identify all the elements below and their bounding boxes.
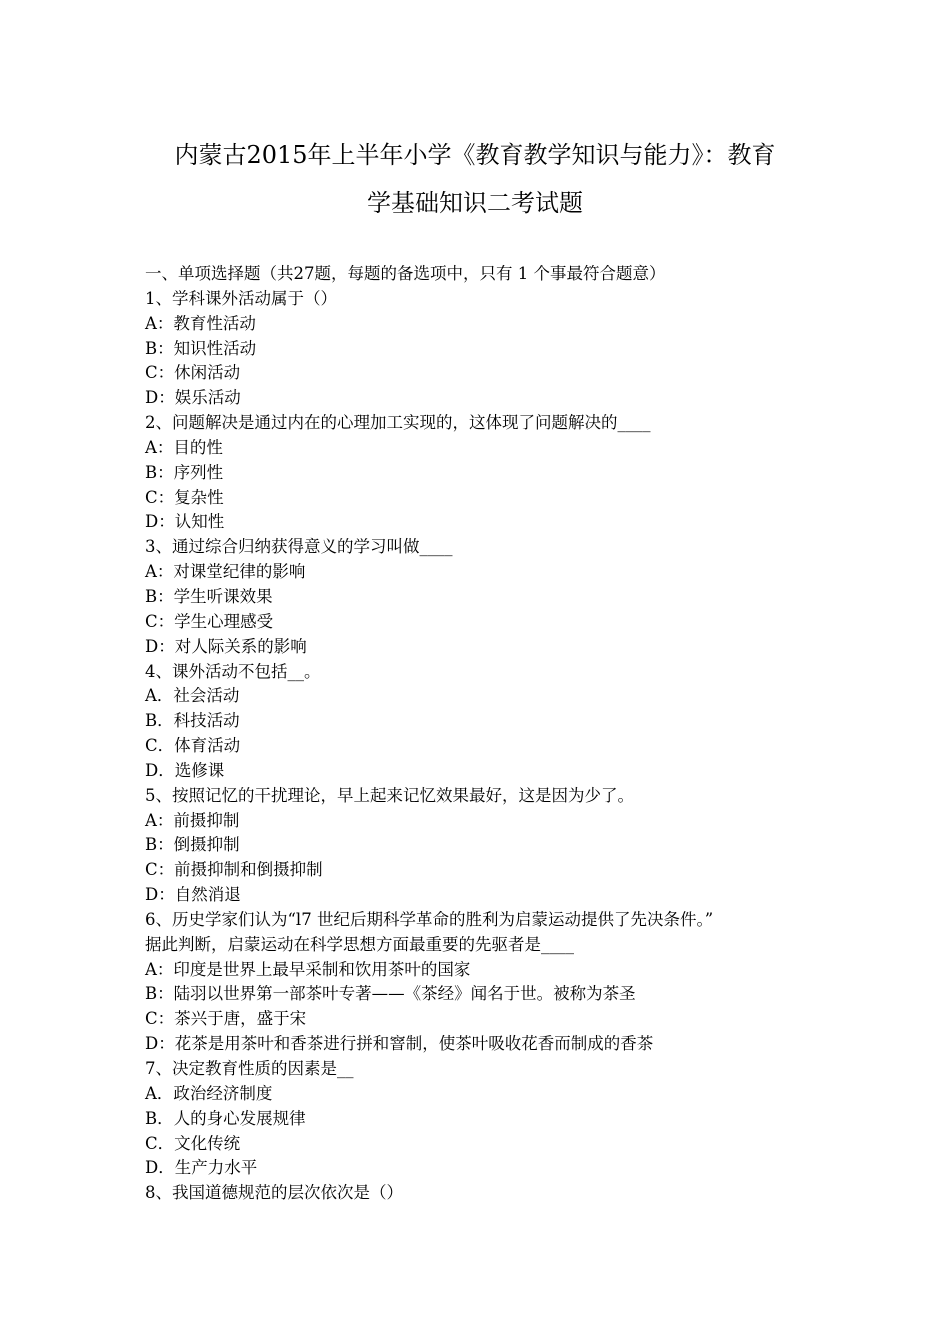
answer-option: A：目的性: [145, 437, 223, 457]
answer-option: B：学生听课效果: [145, 586, 273, 606]
question-stem: 据此判断，启蒙运动在科学思想方面最重要的先驱者是____: [145, 934, 574, 954]
question-stem: 7、决定教育性质的因素是__: [145, 1059, 354, 1078]
document-title-line-1: 内蒙古2015年上半年小学《教育教学知识与能力》：教育: [174, 141, 776, 169]
answer-option: C：休闲活动: [145, 363, 241, 383]
document-title-line-2: 学基础知识二考试题: [367, 189, 583, 217]
answer-option: C．体育活动: [145, 736, 241, 756]
answer-option: C：茶兴于唐，盛于宋: [145, 1009, 307, 1029]
answer-option: A：教育性活动: [145, 313, 256, 333]
question-stem: 1、学科课外活动属于（）: [145, 288, 337, 308]
answer-option: A：对课堂纪律的影响: [145, 562, 306, 582]
question-stem: 6、历史学家们认为“l7 世纪后期科学革命的胜利为启蒙运动提供了先决条件。”: [145, 909, 714, 929]
answer-option: B：知识性活动: [145, 338, 257, 358]
answer-option: A．社会活动: [145, 686, 240, 706]
answer-option: A．政治经济制度: [145, 1083, 273, 1103]
answer-option: D：娱乐活动: [145, 388, 241, 408]
question-stem: 8、我国道德规范的层次依次是（）: [145, 1183, 403, 1203]
answer-option: D．生产力水平: [145, 1158, 258, 1178]
document-body: [145, 262, 845, 1206]
answer-option: C：前摄抑制和倒摄抑制: [145, 860, 323, 880]
answer-option: D：花茶是用茶叶和香茶进行拼和窨制，使茶叶吸收花香而制成的香茶: [145, 1034, 654, 1054]
question-list: [145, 287, 845, 1206]
answer-option: D．选修课: [145, 760, 225, 780]
answer-option: D：自然消退: [145, 885, 241, 905]
answer-option: C：学生心理感受: [145, 611, 274, 631]
answer-option: D：认知性: [145, 512, 225, 532]
section-heading: 一、单项选择题（共27题，每题的备选项中，只有 1 个事最符合题意）: [145, 264, 666, 283]
question-stem: 2、问题解决是通过内在的心理加工实现的，这体现了问题解决的____: [145, 413, 651, 433]
answer-option: A：前摄抑制: [145, 810, 240, 830]
answer-option: B．人的身心发展规律: [145, 1108, 306, 1128]
answer-option: A：印度是世界上最早采制和饮用茶叶的国家: [145, 959, 471, 979]
question-stem: 5、按照记忆的干扰理论，早上起来记忆效果最好，这是因为少了。: [145, 785, 634, 805]
answer-option: B：序列性: [145, 462, 224, 482]
answer-option: B．科技活动: [145, 711, 240, 731]
answer-option: C：复杂性: [145, 487, 224, 507]
answer-option: B：倒摄抑制: [145, 835, 240, 855]
answer-option: B：陆羽以世界第一部茶叶专著——《茶经》闻名于世。被称为茶圣: [145, 984, 636, 1004]
answer-option: D：对人际关系的影响: [145, 636, 307, 656]
question-stem: 3、通过综合归纳获得意义的学习叫做____: [145, 537, 453, 557]
question-stem: 4、课外活动不包括__。: [145, 661, 321, 681]
answer-option: C．文化传统: [145, 1133, 241, 1153]
